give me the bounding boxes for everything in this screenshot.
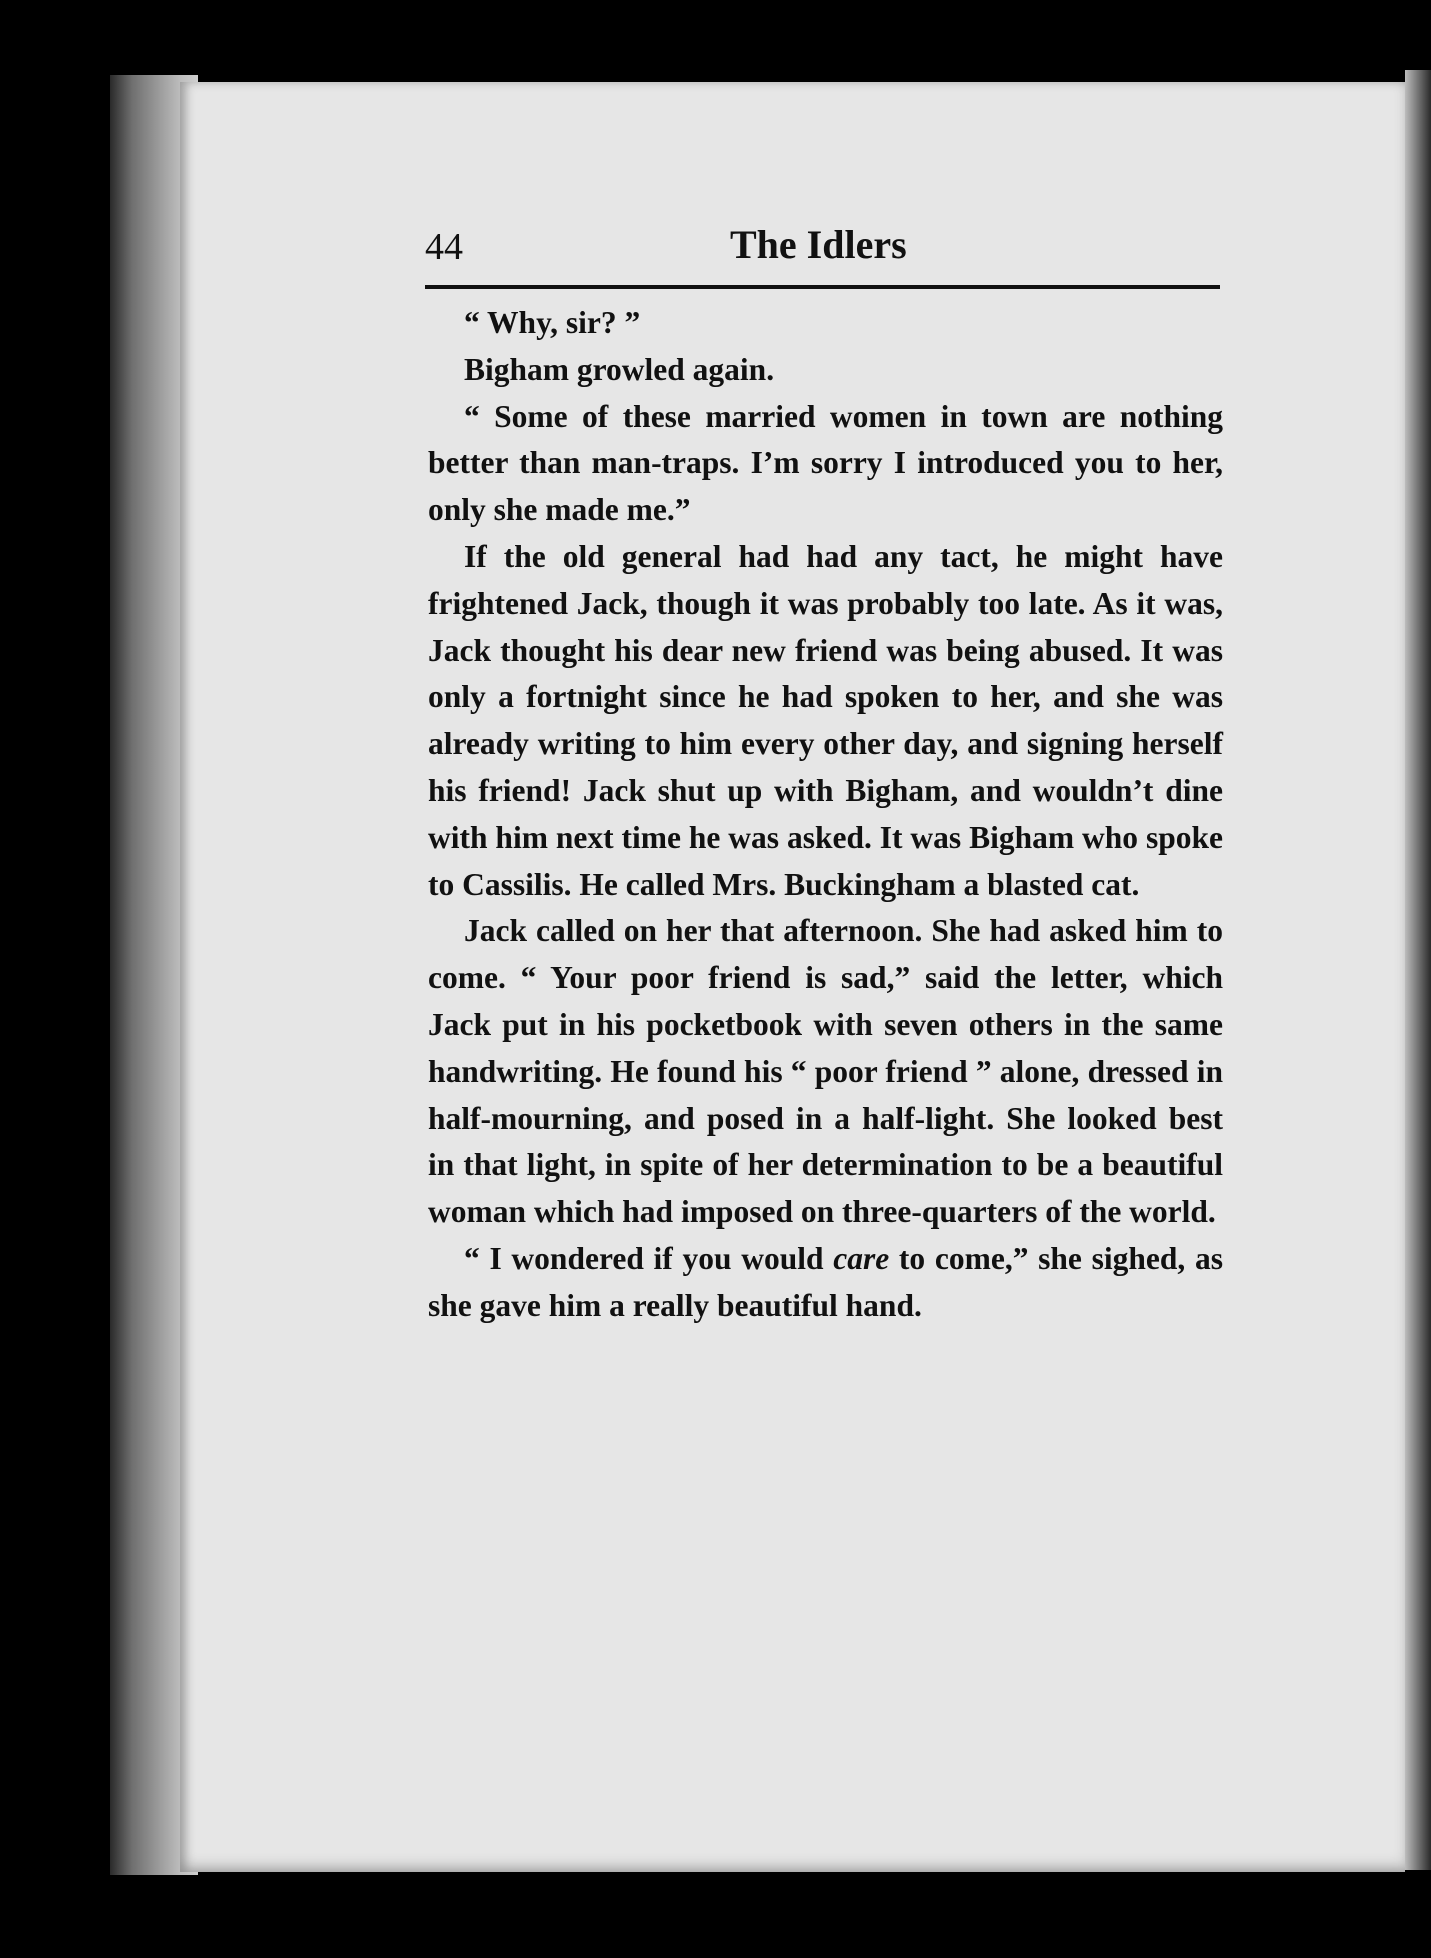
paragraph: Bigham growled again. — [464, 351, 775, 387]
paragraph-text: “ I wondered if you would — [464, 1240, 834, 1276]
page-number: 44 — [425, 226, 463, 268]
running-head-title: The Idlers — [730, 222, 907, 267]
header-rule — [425, 285, 1220, 289]
paragraph — [428, 1236, 1223, 1330]
emphasized-word: care — [833, 1240, 890, 1276]
page-header — [425, 222, 1220, 285]
paragraph: Jack called on her that afternoon. She had asked him to come. “ Your poor friend is sad,” said the letter, which Jack put in his pocketbook with seven others in the same handwriting. He found his “ poor friend ” alone, dressed in half-mourning, and posed in a half-light. She looked best in that light, in spite of her determination to be a beautiful woman which had imposed on three-quarters of the world. — [428, 913, 1223, 1230]
paragraph: “ Why, sir? ” — [464, 305, 641, 340]
page-edge — [1405, 70, 1431, 1870]
paragraph-text: to come,” she sighed, as she gave him a really beautiful hand. — [428, 1240, 1223, 1323]
body-text — [428, 300, 1223, 1330]
paragraph: If the old general had had any tact, he might have frightened Jack, though it was probably too late. As it was, Jack thought his dear new friend was being abused. It was only a fortnight since he had spoken to her, and she was already writing to him every other day, and signing herself his friend! Jack shut up with Bigham, and wouldn’t dine with him next time he was asked. It was Bigham who spoke to Cassilis. He called Mrs. Buckingham a blasted cat. — [428, 538, 1223, 902]
paragraph: “ Some of these married women in town are nothing better than man-traps. I’m sorry I introduced you to her, only she made me.” — [428, 398, 1223, 528]
